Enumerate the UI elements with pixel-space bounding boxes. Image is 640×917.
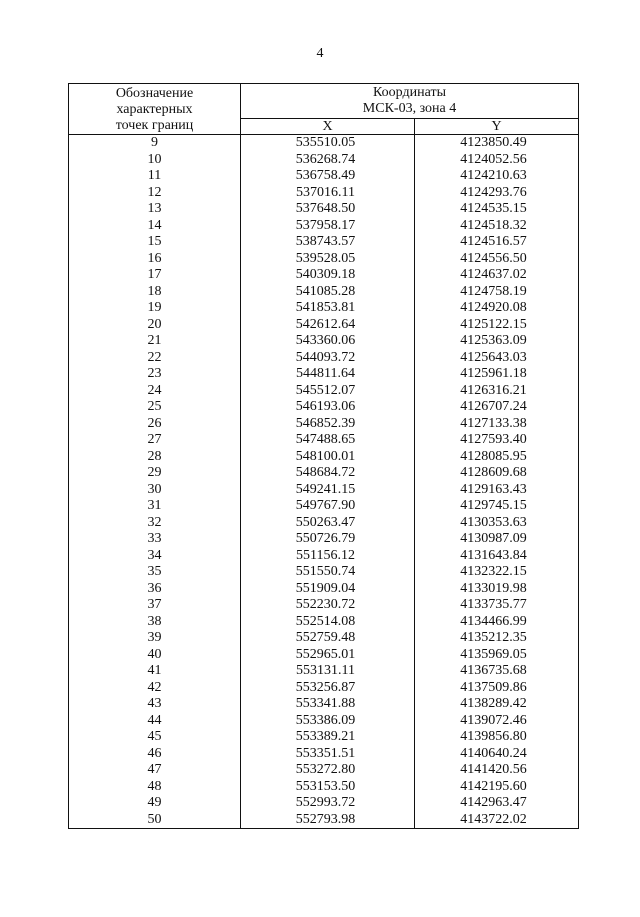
x-coordinate-cell: 536268.74 xyxy=(241,152,415,169)
y-coordinate-cell: 4135969.05 xyxy=(415,647,579,664)
x-column-header: X xyxy=(241,119,415,135)
y-coordinate-cell: 4124920.08 xyxy=(415,300,579,317)
y-coordinate-cell: 4126707.24 xyxy=(415,399,579,416)
table-row xyxy=(69,762,579,779)
x-coordinate-cell: 542612.64 xyxy=(241,317,415,334)
x-coordinate-cell: 553386.09 xyxy=(241,713,415,730)
point-cell: 15 xyxy=(69,234,241,251)
y-coordinate-cell: 4123850.49 xyxy=(415,135,579,152)
y-coordinate-cell: 4135212.35 xyxy=(415,630,579,647)
point-cell: 39 xyxy=(69,630,241,647)
table-row xyxy=(69,548,579,565)
x-coordinate-cell: 545512.07 xyxy=(241,383,415,400)
point-cell: 49 xyxy=(69,795,241,812)
x-coordinate-cell: 544093.72 xyxy=(241,350,415,367)
x-coordinate-cell: 548684.72 xyxy=(241,465,415,482)
x-coordinate-cell: 552230.72 xyxy=(241,597,415,614)
y-coordinate-cell: 4124535.15 xyxy=(415,201,579,218)
table-row xyxy=(69,333,579,350)
table-row xyxy=(69,234,579,251)
x-coordinate-cell: 551909.04 xyxy=(241,581,415,598)
coordinates-group-header xyxy=(241,84,579,119)
table-row xyxy=(69,185,579,202)
y-coordinate-cell: 4126316.21 xyxy=(415,383,579,400)
y-coordinate-cell: 4124758.19 xyxy=(415,284,579,301)
point-cell: 25 xyxy=(69,399,241,416)
table-row xyxy=(69,350,579,367)
x-coordinate-cell: 541853.81 xyxy=(241,300,415,317)
point-cell: 28 xyxy=(69,449,241,466)
point-header-line: Обозначение xyxy=(115,86,194,101)
y-coordinate-cell: 4133735.77 xyxy=(415,597,579,614)
point-header-line: характерных xyxy=(116,102,193,117)
x-coordinate-cell: 552514.08 xyxy=(241,614,415,631)
y-coordinate-cell: 4142963.47 xyxy=(415,795,579,812)
y-column-header: Y xyxy=(415,119,579,135)
y-coordinate-cell: 4130987.09 xyxy=(415,531,579,548)
point-cell: 34 xyxy=(69,548,241,565)
x-coordinate-cell: 543360.06 xyxy=(241,333,415,350)
point-cell: 41 xyxy=(69,663,241,680)
y-coordinate-cell: 4132322.15 xyxy=(415,564,579,581)
x-coordinate-cell: 553256.87 xyxy=(241,680,415,697)
table-row xyxy=(69,795,579,812)
table-row xyxy=(69,663,579,680)
x-coordinate-cell: 537958.17 xyxy=(241,218,415,235)
point-cell: 29 xyxy=(69,465,241,482)
point-cell: 19 xyxy=(69,300,241,317)
table-row xyxy=(69,218,579,235)
x-coordinate-cell: 551156.12 xyxy=(241,548,415,565)
point-cell: 42 xyxy=(69,680,241,697)
x-coordinate-cell: 547488.65 xyxy=(241,432,415,449)
x-coordinate-cell: 553153.50 xyxy=(241,779,415,796)
point-cell: 27 xyxy=(69,432,241,449)
y-coordinate-cell: 4127133.38 xyxy=(415,416,579,433)
y-coordinate-cell: 4125643.03 xyxy=(415,350,579,367)
x-coordinate-cell: 537648.50 xyxy=(241,201,415,218)
table-row xyxy=(69,812,579,829)
x-coordinate-cell: 552793.98 xyxy=(241,812,415,829)
table-row xyxy=(69,713,579,730)
y-coordinate-cell: 4129745.15 xyxy=(415,498,579,515)
table-row xyxy=(69,564,579,581)
x-coordinate-cell: 553272.80 xyxy=(241,762,415,779)
table-row xyxy=(69,201,579,218)
table-row xyxy=(69,498,579,515)
y-coordinate-cell: 4139856.80 xyxy=(415,729,579,746)
x-coordinate-cell: 552759.48 xyxy=(241,630,415,647)
coordinate-system: МСК-03, зона 4 xyxy=(362,101,457,117)
y-coordinate-cell: 4127593.40 xyxy=(415,432,579,449)
y-coordinate-cell: 4134466.99 xyxy=(415,614,579,631)
point-cell: 10 xyxy=(69,152,241,169)
point-cell: 22 xyxy=(69,350,241,367)
point-cell: 50 xyxy=(69,812,241,829)
table-row xyxy=(69,168,579,185)
point-cell: 9 xyxy=(69,135,241,152)
y-coordinate-cell: 4124210.63 xyxy=(415,168,579,185)
point-cell: 16 xyxy=(69,251,241,268)
page-number: 4 xyxy=(316,46,324,61)
y-coordinate-cell: 4130353.63 xyxy=(415,515,579,532)
x-coordinate-cell: 552993.72 xyxy=(241,795,415,812)
table-row xyxy=(69,482,579,499)
x-coordinate-cell: 549241.15 xyxy=(241,482,415,499)
y-coordinate-cell: 4128085.95 xyxy=(415,449,579,466)
point-cell: 26 xyxy=(69,416,241,433)
table-row xyxy=(69,383,579,400)
table-row xyxy=(69,614,579,631)
x-coordinate-cell: 536758.49 xyxy=(241,168,415,185)
coordinates-table xyxy=(68,83,579,829)
point-cell: 36 xyxy=(69,581,241,598)
y-coordinate-cell: 4125961.18 xyxy=(415,366,579,383)
table-row xyxy=(69,399,579,416)
y-coordinate-cell: 4124293.76 xyxy=(415,185,579,202)
x-coordinate-cell: 553351.51 xyxy=(241,746,415,763)
point-cell: 47 xyxy=(69,762,241,779)
point-header-line: точек границ xyxy=(115,118,194,133)
table-row xyxy=(69,531,579,548)
y-coordinate-cell: 4136735.68 xyxy=(415,663,579,680)
y-coordinate-cell: 4125363.09 xyxy=(415,333,579,350)
table-row xyxy=(69,515,579,532)
x-coordinate-cell: 550263.47 xyxy=(241,515,415,532)
y-coordinate-cell: 4128609.68 xyxy=(415,465,579,482)
table-row xyxy=(69,729,579,746)
x-coordinate-cell: 549767.90 xyxy=(241,498,415,515)
x-coordinate-cell: 544811.64 xyxy=(241,366,415,383)
point-cell: 18 xyxy=(69,284,241,301)
y-coordinate-cell: 4125122.15 xyxy=(415,317,579,334)
point-cell: 45 xyxy=(69,729,241,746)
y-coordinate-cell: 4124556.50 xyxy=(415,251,579,268)
point-cell: 38 xyxy=(69,614,241,631)
point-cell: 31 xyxy=(69,498,241,515)
point-cell: 21 xyxy=(69,333,241,350)
x-coordinate-cell: 553389.21 xyxy=(241,729,415,746)
point-cell: 44 xyxy=(69,713,241,730)
point-cell: 20 xyxy=(69,317,241,334)
table-row xyxy=(69,746,579,763)
point-cell: 35 xyxy=(69,564,241,581)
point-cell: 43 xyxy=(69,696,241,713)
point-cell: 40 xyxy=(69,647,241,664)
x-coordinate-cell: 548100.01 xyxy=(241,449,415,466)
point-cell: 23 xyxy=(69,366,241,383)
x-coordinate-cell: 540309.18 xyxy=(241,267,415,284)
y-coordinate-cell: 4124052.56 xyxy=(415,152,579,169)
y-coordinate-cell: 4131643.84 xyxy=(415,548,579,565)
point-column-header xyxy=(69,84,241,135)
point-cell: 48 xyxy=(69,779,241,796)
table-row xyxy=(69,416,579,433)
x-coordinate-cell: 553131.11 xyxy=(241,663,415,680)
table-row xyxy=(69,581,579,598)
y-coordinate-cell: 4138289.42 xyxy=(415,696,579,713)
y-coordinate-cell: 4141420.56 xyxy=(415,762,579,779)
y-coordinate-cell: 4137509.86 xyxy=(415,680,579,697)
table-row xyxy=(69,267,579,284)
x-coordinate-cell: 551550.74 xyxy=(241,564,415,581)
table-row xyxy=(69,317,579,334)
table-row xyxy=(69,680,579,697)
y-coordinate-cell: 4124518.32 xyxy=(415,218,579,235)
y-coordinate-cell: 4124516.57 xyxy=(415,234,579,251)
table-row xyxy=(69,366,579,383)
x-coordinate-cell: 539528.05 xyxy=(241,251,415,268)
table-row xyxy=(69,135,579,152)
coordinates-title: Координаты xyxy=(373,85,446,101)
x-coordinate-cell: 550726.79 xyxy=(241,531,415,548)
table-header xyxy=(69,84,579,135)
table-row xyxy=(69,152,579,169)
point-cell: 12 xyxy=(69,185,241,202)
y-coordinate-cell: 4124637.02 xyxy=(415,267,579,284)
table-row xyxy=(69,300,579,317)
x-coordinate-cell: 553341.88 xyxy=(241,696,415,713)
x-coordinate-cell: 541085.28 xyxy=(241,284,415,301)
x-coordinate-cell: 535510.05 xyxy=(241,135,415,152)
x-coordinate-cell: 537016.11 xyxy=(241,185,415,202)
point-cell: 46 xyxy=(69,746,241,763)
point-cell: 30 xyxy=(69,482,241,499)
x-coordinate-cell: 546852.39 xyxy=(241,416,415,433)
table-row xyxy=(69,251,579,268)
table-row xyxy=(69,597,579,614)
point-cell: 33 xyxy=(69,531,241,548)
y-coordinate-cell: 4129163.43 xyxy=(415,482,579,499)
x-coordinate-cell: 546193.06 xyxy=(241,399,415,416)
point-cell: 14 xyxy=(69,218,241,235)
y-coordinate-cell: 4143722.02 xyxy=(415,812,579,829)
point-cell: 24 xyxy=(69,383,241,400)
point-cell: 32 xyxy=(69,515,241,532)
table-row xyxy=(69,647,579,664)
point-cell: 13 xyxy=(69,201,241,218)
y-coordinate-cell: 4133019.98 xyxy=(415,581,579,598)
x-coordinate-cell: 552965.01 xyxy=(241,647,415,664)
table-row xyxy=(69,449,579,466)
point-cell: 17 xyxy=(69,267,241,284)
table-row xyxy=(69,432,579,449)
table-row xyxy=(69,284,579,301)
y-coordinate-cell: 4142195.60 xyxy=(415,779,579,796)
table-row xyxy=(69,779,579,796)
table-body xyxy=(69,135,579,829)
table-row xyxy=(69,465,579,482)
table-row xyxy=(69,630,579,647)
point-cell: 11 xyxy=(69,168,241,185)
point-cell: 37 xyxy=(69,597,241,614)
y-coordinate-cell: 4140640.24 xyxy=(415,746,579,763)
x-coordinate-cell: 538743.57 xyxy=(241,234,415,251)
table-row xyxy=(69,696,579,713)
y-coordinate-cell: 4139072.46 xyxy=(415,713,579,730)
